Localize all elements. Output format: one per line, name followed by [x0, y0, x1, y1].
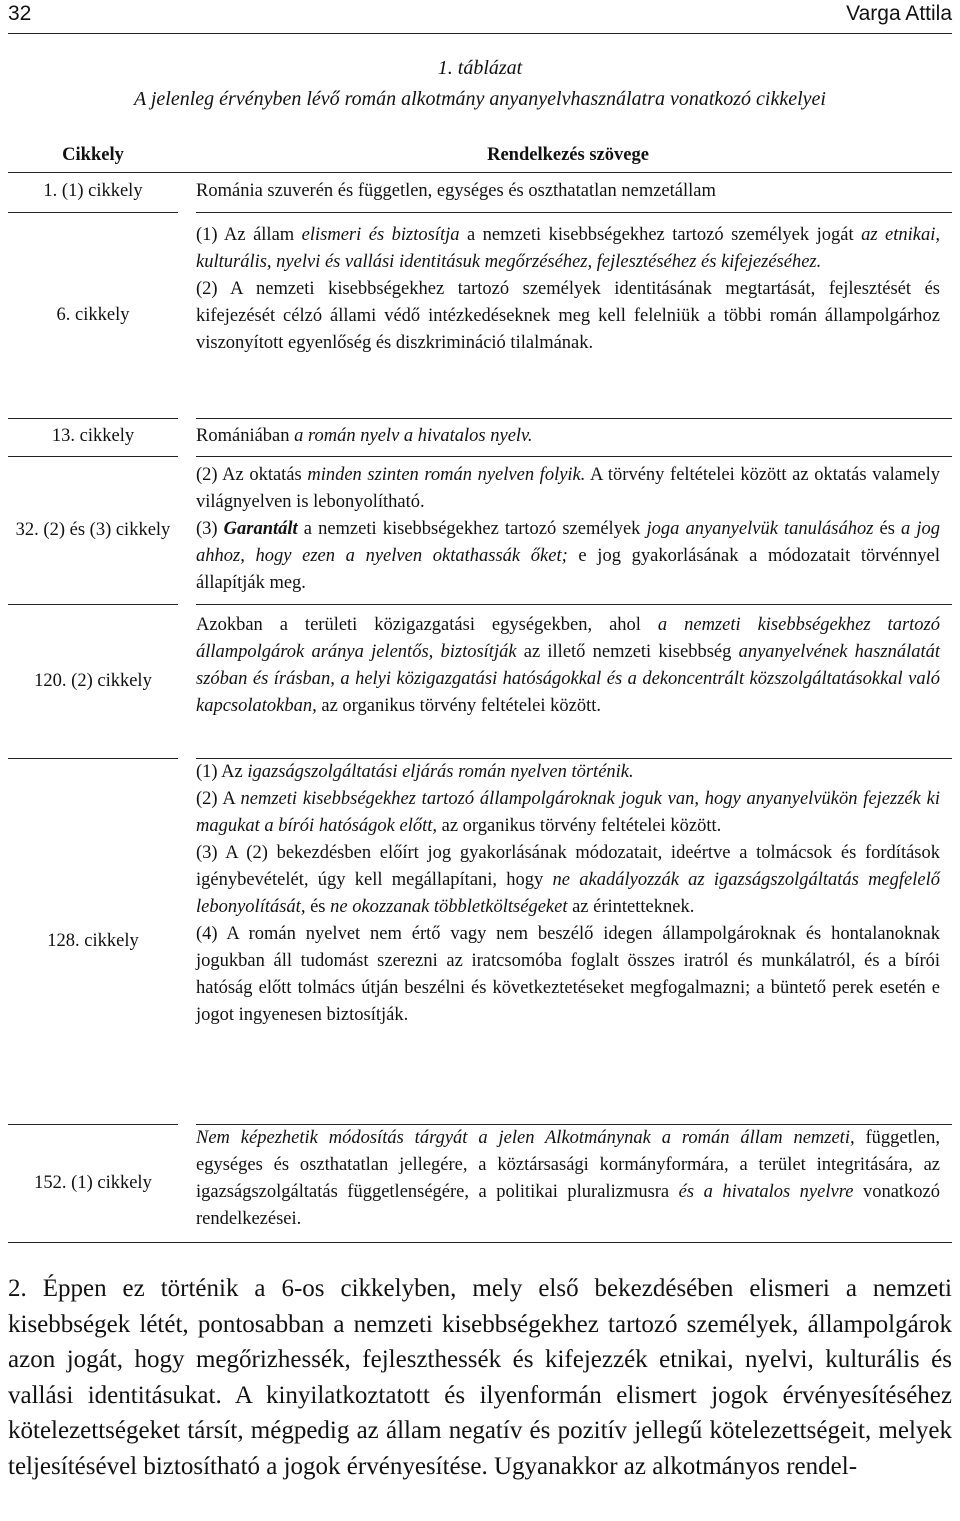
- provision-text: (1) Az állam elismeri és biztosítja a nemzeti kisebbségekhez tartozó személyek jogát az etnikai, kulturális, nyelvi és vallási identitásuk megőrzéséhez, fejlesztéséhez és kifejezéséhez. (2) A nemzeti kisebbségekhez tartozó személyek identitásának megtartását, fejlesztését és kifejezését célzó állami védő intézkedéseknek meg kell felelniük a többi román állampolgárhoz viszonyított egyenlőség és diszkrimináció tilalmának.: [196, 225, 940, 353]
- table-row: [8, 456, 952, 604]
- column-header-text: Rendelkezés szövege: [487, 145, 649, 165]
- article-cell: 128. cikkely: [47, 930, 139, 951]
- table-row: [8, 604, 952, 758]
- provision-text: (2) Az oktatás minden szinten román nyelven folyik. A törvény feltételei között az oktatás valamely világnyelven is lebonyolítható. (3) Garantált a nemzeti kisebbségekhez tartozó személyek joga anyanyelvük tanulásához és a jog ahhoz, hogy ezen a nyelven oktathassák őket; e jog gyakorlásának a módozatait törvénnyel állapítják meg.: [196, 465, 941, 593]
- column-header-article: Cikkely: [62, 145, 124, 165]
- article-cell: 6. cikkely: [56, 304, 130, 325]
- table-row: [8, 1124, 952, 1242]
- table-title: A jelenleg érvényben lévő román alkotmány anyanyelvhasználatra vonatkozó cikkelyei: [134, 88, 826, 110]
- table-bottom-rule: [8, 1242, 952, 1243]
- table-row: [8, 212, 952, 418]
- table-header-row: [8, 138, 952, 172]
- provision-text: Románia szuverén és független, egységes és oszthatatlan nemzetállam: [196, 181, 716, 201]
- provision-text: Romániában a román nyelv a hivatalos nyelv.: [196, 426, 533, 446]
- header-rule: [8, 33, 952, 34]
- table-row: [8, 758, 952, 1124]
- article-cell: 32. (2) és (3) cikkely: [15, 519, 171, 540]
- page-header: [8, 0, 952, 30]
- provision-text: (1) Az igazságszolgáltatási eljárás román nyelven történik. (2) A nemzeti kisebbségekhez tartozó állampolgároknak joguk van, hogy anyanyelvükön fejezzék ki magukat a bírói hatóságok előtt, az organikus törvény feltételei között. (3) A (2) bekezdésben előírt jog gyakorlásának módozatait, ideértve a tolmácsok és fordítások igénybevételét, úgy kell megállapítani, hogy ne akadályozzák az igazságszolgáltatás megfelelő lebonyolítását, és ne okozzanak többletköltségeket az érintetteknek. (4) A román nyelvet nem értő vagy nem beszélő idegen állampolgároknak és hontalanoknak jogukban áll tudomást szerezni az iratcsomóba foglalt összes iratról és munkálatról, és a bírói hatóság előtt tolmács útján beszélni és következtetéseket megfogalmazni; a büntető perek esetén e jogot ingyenesen biztosítják.: [196, 762, 940, 1025]
- article-cell: 1. (1) cikkely: [43, 181, 143, 201]
- table-row: [8, 418, 952, 456]
- running-head-author: Varga Attila: [846, 2, 952, 25]
- article-cell: 120. (2) cikkely: [34, 670, 152, 691]
- table-label: 1. táblázat: [437, 57, 523, 79]
- provision-text: Nem képezhetik módosítás tárgyát a jelen Alkotmánynak a román állam nemzeti, független, egységes és oszthatatlan jellegére, a köztársasági kormányformára, a terület integritására, az igazságszolgáltatás függetlenségére, a politikai pluralizmusra és a hivatalos nyelvre vonatkozó rendelkezései.: [196, 1128, 941, 1229]
- article-cell: 152. (1) cikkely: [34, 1172, 152, 1193]
- page-number: 32: [8, 2, 32, 25]
- provision-text: Azokban a területi közigazgatási egységekben, ahol a nemzeti kisebbségekhez tartozó állampolgárok aránya jelentős, biztosítják az illető nemzeti kisebbség anyanyelvének használatát szóban és írásban, a helyi közigazgatási hatóságokkal és a dekoncentrált közszolgáltatásokkal való kapcsolatokban, az organikus törvény feltételei között.: [196, 615, 940, 716]
- table-row: [8, 172, 952, 212]
- body-paragraph: 2. Éppen ez történik a 6-os cikkelyben, mely első bekezdésében elismeri a nemzeti kisebbségek létét, pontosabban a nemzeti kisebbségekhez tartozó személyek, állampolgárok azon jogát, hogy megőrizhessék, fejleszthessék és kifejezzék etnikai, nyelvi, kulturális és vallási identitásukat. A kinyilatkoztatott és ilyenformán elismert jogok érvényesítéséhez kötelezettségeket társít, mégpedig az állam negatív és pozitív jellegű kötelezettségeit, melyek teljesítésével biztosítható a jogok érvényesítése. Ugyanakkor az alkotmányos rendel-: [8, 1275, 952, 1480]
- article-cell: 13. cikkely: [51, 426, 135, 446]
